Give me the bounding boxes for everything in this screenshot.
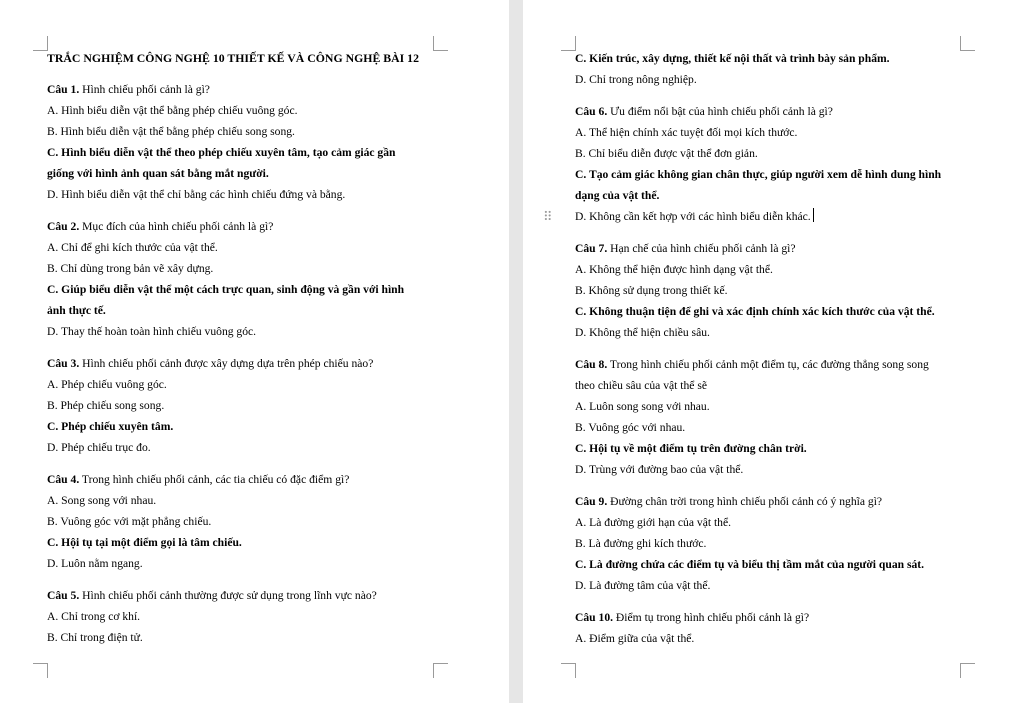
option-b: B. Phép chiếu song song. [47, 399, 165, 412]
crop-mark-top-left [33, 36, 48, 51]
question-number: Câu 6. [575, 105, 608, 118]
question-text-cont: theo chiều sâu của vật thể sẽ [575, 379, 707, 392]
option-d: D. Không cần kết hợp với các hình biểu diễn khác. [575, 210, 811, 223]
question-text: Hình chiếu phối cảnh thường được sử dụng trong lĩnh vực nào? [82, 589, 377, 602]
option-c-correct: C. Hình biểu diễn vật thể theo phép chiếu xuyên tâm, tạo cảm giác gần [47, 146, 396, 159]
question-1 [47, 79, 447, 205]
option-d: D. Là đường tâm của vật thể. [575, 579, 711, 592]
option-b: B. Vuông góc với nhau. [575, 421, 686, 434]
option-a: A. Chỉ trong cơ khí. [47, 610, 141, 623]
question-text: Hình chiếu phối cảnh được xây dựng dựa trên phép chiếu nào? [82, 357, 374, 370]
question-text: Hình chiếu phối cảnh là gì? [82, 83, 210, 96]
option-a: A. Song song với nhau. [47, 494, 157, 507]
option-a: A. Điểm giữa của vật thể. [575, 632, 695, 645]
option-b: B. Chỉ dùng trong bản vẽ xây dựng. [47, 262, 214, 275]
crop-mark-bottom-left [33, 663, 48, 678]
right-column-text[interactable] [575, 48, 975, 649]
text-cursor [813, 208, 815, 222]
option-c-correct: C. Kiến trúc, xây dựng, thiết kế nội thất và trình bày sản phẩm. [575, 52, 890, 65]
question-8 [575, 354, 975, 480]
option-b: B. Là đường ghi kích thước. [575, 537, 707, 550]
option-c-correct: C. Hội tụ tại một điểm gọi là tâm chiếu. [47, 536, 242, 549]
option-c-correct-cont: giống với hình ảnh quan sát bằng mắt người. [47, 167, 269, 180]
option-c-correct: C. Hội tụ về một điểm tụ trên đường chân trời. [575, 442, 807, 455]
question-2 [47, 216, 447, 342]
option-a: A. Luôn song song với nhau. [575, 400, 710, 413]
question-text: Đường chân trời trong hình chiếu phối cảnh có ý nghĩa gì? [610, 495, 883, 508]
question-number: Câu 1. [47, 83, 80, 96]
crop-mark-bottom-left [561, 663, 576, 678]
question-number: Câu 2. [47, 220, 80, 233]
question-number: Câu 9. [575, 495, 608, 508]
drag-handle-icon[interactable]: ⠿ [543, 209, 554, 224]
question-5 [47, 585, 447, 648]
question-number: Câu 5. [47, 589, 80, 602]
option-a: A. Không thể hiện được hình dạng vật thể. [575, 263, 773, 276]
question-4 [47, 469, 447, 574]
question-9 [575, 491, 975, 596]
question-6 [575, 101, 975, 227]
question-text: Điểm tụ trong hình chiếu phối cảnh là gì? [615, 611, 810, 624]
crop-mark-bottom-right [433, 663, 448, 678]
left-column-text[interactable] [47, 48, 447, 648]
question-text: Trong hình chiếu phối cảnh một điểm tụ, các đường thẳng song song [609, 358, 929, 371]
question-number: Câu 8. [575, 358, 608, 371]
option-c-correct: C. Là đường chứa các điểm tụ và biểu thị tầm mắt của người quan sát. [575, 558, 925, 571]
option-c-correct-cont: ảnh thực tế. [47, 304, 106, 317]
option-c-correct: C. Phép chiếu xuyên tâm. [47, 420, 174, 433]
option-d: D. Chỉ trong nông nghiệp. [575, 73, 697, 86]
option-b: B. Vuông góc với mặt phẳng chiếu. [47, 515, 212, 528]
option-c-correct: C. Tạo cảm giác không gian chân thực, giúp người xem dễ hình dung hình [575, 168, 942, 181]
option-b: B. Không sử dụng trong thiết kế. [575, 284, 728, 297]
option-d: D. Thay thế hoàn toàn hình chiếu vuông góc. [47, 325, 257, 338]
option-c-correct: C. Không thuận tiện để ghi và xác định chính xác kích thước của vật thể. [575, 305, 935, 318]
question-text: Ưu điểm nổi bật của hình chiếu phối cảnh là gì? [610, 105, 833, 118]
option-c-correct: C. Giúp biểu diễn vật thể một cách trực quan, sinh động và gần với hình [47, 283, 405, 296]
option-c-correct-cont: dạng của vật thể. [575, 189, 660, 202]
option-b: B. Hình biểu diễn vật thể bằng phép chiếu song song. [47, 125, 295, 138]
option-a: A. Chỉ để ghi kích thước của vật thể. [47, 241, 218, 254]
document-page-right[interactable] [523, 0, 1017, 703]
option-a: A. Phép chiếu vuông góc. [47, 378, 167, 391]
question-10 [575, 607, 975, 649]
option-b: B. Chỉ biểu diễn được vật thể đơn giản. [575, 147, 758, 160]
option-a: A. Là đường giới hạn của vật thể. [575, 516, 732, 529]
option-b: B. Chỉ trong điện tử. [47, 631, 143, 644]
crop-mark-bottom-right [960, 663, 975, 678]
crop-mark-top-left [561, 36, 576, 51]
option-d: D. Trùng với đường bao của vật thể. [575, 463, 744, 476]
option-d: D. Phép chiếu trục đo. [47, 441, 151, 454]
question-number: Câu 7. [575, 242, 608, 255]
page-gutter [509, 0, 523, 703]
option-d: D. Không thể hiện chiều sâu. [575, 326, 710, 339]
question-3 [47, 353, 447, 458]
question-7 [575, 238, 975, 343]
question-text: Trong hình chiếu phối cảnh, các tia chiếu có đặc điểm gì? [81, 473, 350, 486]
question-number: Câu 3. [47, 357, 80, 370]
option-a: A. Hình biểu diễn vật thể bằng phép chiếu vuông góc. [47, 104, 298, 117]
question-text: Mục đích của hình chiếu phối cảnh là gì? [82, 220, 274, 233]
option-a: A. Thể hiện chính xác tuyệt đối mọi kích thước. [575, 126, 798, 139]
document-title: TRẮC NGHIỆM CÔNG NGHỆ 10 THIẾT KẾ VÀ CÔNG NGHỆ BÀI 12 [47, 51, 419, 65]
question-number: Câu 4. [47, 473, 80, 486]
question-number: Câu 10. [575, 611, 614, 624]
option-d: D. Luôn nằm ngang. [47, 557, 143, 570]
question-text: Hạn chế của hình chiếu phối cảnh là gì? [610, 242, 796, 255]
option-d: D. Hình biểu diễn vật thể chỉ bằng các hình chiếu đứng và bằng. [47, 188, 346, 201]
